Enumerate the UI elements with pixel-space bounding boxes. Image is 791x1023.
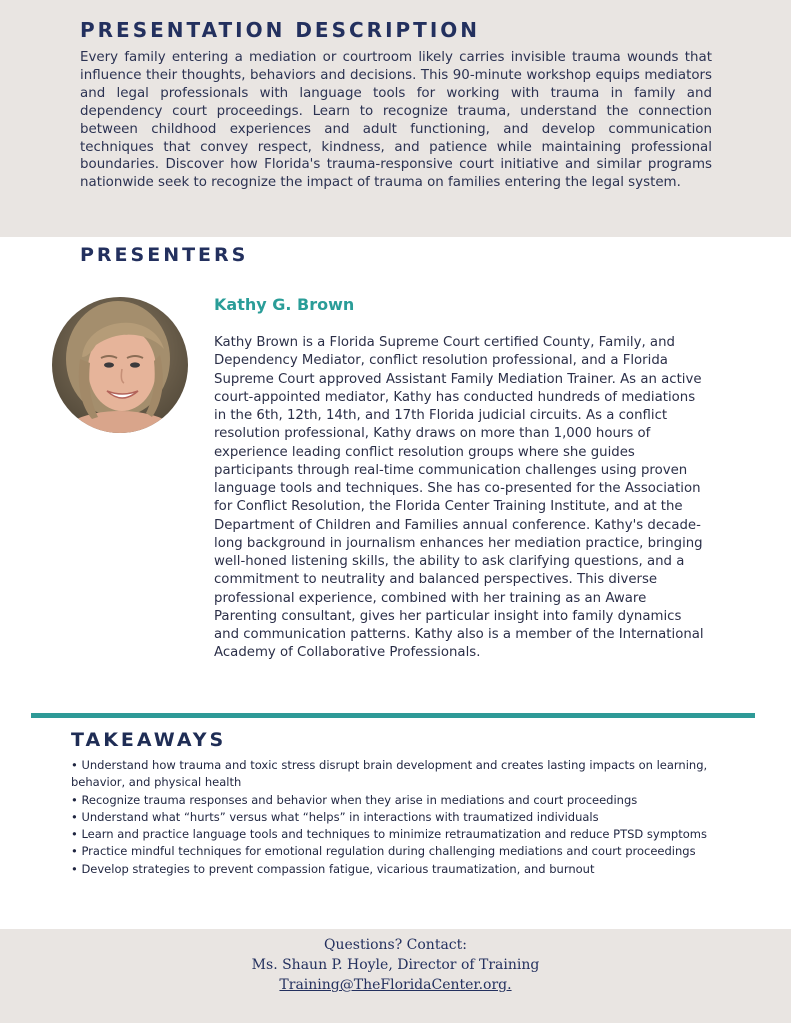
- contact-name: Ms. Shaun P. Hoyle, Director of Training: [251, 957, 540, 973]
- presenter-bio: Kathy Brown is a Florida Supreme Court certified County, Family, and Dependency Mediator, conflict resolution professional, and a Florida Supreme Court approved Assistant Family Mediation Trainer. As an active court-appointed mediator, Kathy has conducted hundreds of mediations in the 6th, 12th, 14th, and 17th Florida judicial circuits. As a conflict resolution professional, Kathy draws on more than 1,000 hours of experience leading conflict resolution groups where she guides participants through real-time communication challenges using proven language tools and techniques. She has co-presented for the Association for Conflict Resolution, the Florida Center Training Institute, and at the Department of Children and Families annual conference. Kathy's decade-long background in journalism enhances her mediation practice, bringing well-honed listening skills, the ability to ask clarifying questions, and a commitment to neutrality and balanced perspectives. This diverse professional experience, combined with her training as an Aware Parenting consultant, gives her particular insight into family dynamics and communication patterns. Kathy also is a member of the International Academy of Collaborative Professionals.: [214, 335, 704, 661]
- description-title: PRESENTATION DESCRIPTION: [80, 18, 480, 42]
- description-body: Every family entering a mediation or courtroom likely carries invisible trauma wounds that influence their thoughts, behaviors and decisions. This 90-minute workshop equips mediators and legal professionals with language tools for working with trauma in family and dependency court proceedings. Learn to recognize trauma, understand the connection between childhood experiences and adult functioning, and develop communication techniques that convey respect, kindness, and patience while maintaining professional boundaries. Discover how Florida's trauma-responsive court initiative and similar programs nationwide seek to recognize the impact of trauma on families entering the legal system.: [80, 50, 712, 191]
- section-divider: [31, 713, 755, 718]
- contact-email-line: [0, 977, 791, 993]
- takeaway-item: • Recognize trauma responses and behavior when they arise in mediations and court proceedings: [71, 792, 638, 807]
- takeaways-list: [71, 757, 711, 878]
- takeaway-item: • Practice mindful techniques for emotional regulation during challenging mediations and court proceedings: [71, 844, 696, 859]
- takeaway-item: • Understand what “hurts” versus what “helps” in interactions with traumatized individuals: [71, 809, 599, 824]
- takeaway-item: • Develop strategies to prevent compassion fatigue, vicarious traumatization, and burnout: [71, 861, 595, 876]
- takeaway-item: • Understand how trauma and toxic stress disrupt brain development and creates lasting impacts on learning, behavior, and physical health: [71, 758, 708, 790]
- contact-heading: Questions? Contact:: [324, 937, 467, 953]
- takeaways-title: TAKEAWAYS: [71, 729, 227, 751]
- presenter-portrait-image: [52, 297, 188, 433]
- presenter-name: Kathy G. Brown: [214, 295, 355, 314]
- contact-email-link[interactable]: Training@TheFloridaCenter.org.: [279, 977, 512, 993]
- presenter-photo: [52, 297, 188, 433]
- presenters-title: PRESENTERS: [80, 244, 249, 266]
- takeaway-item: • Learn and practice language tools and techniques to minimize retraumatization and reduce PTSD symptoms: [71, 827, 707, 842]
